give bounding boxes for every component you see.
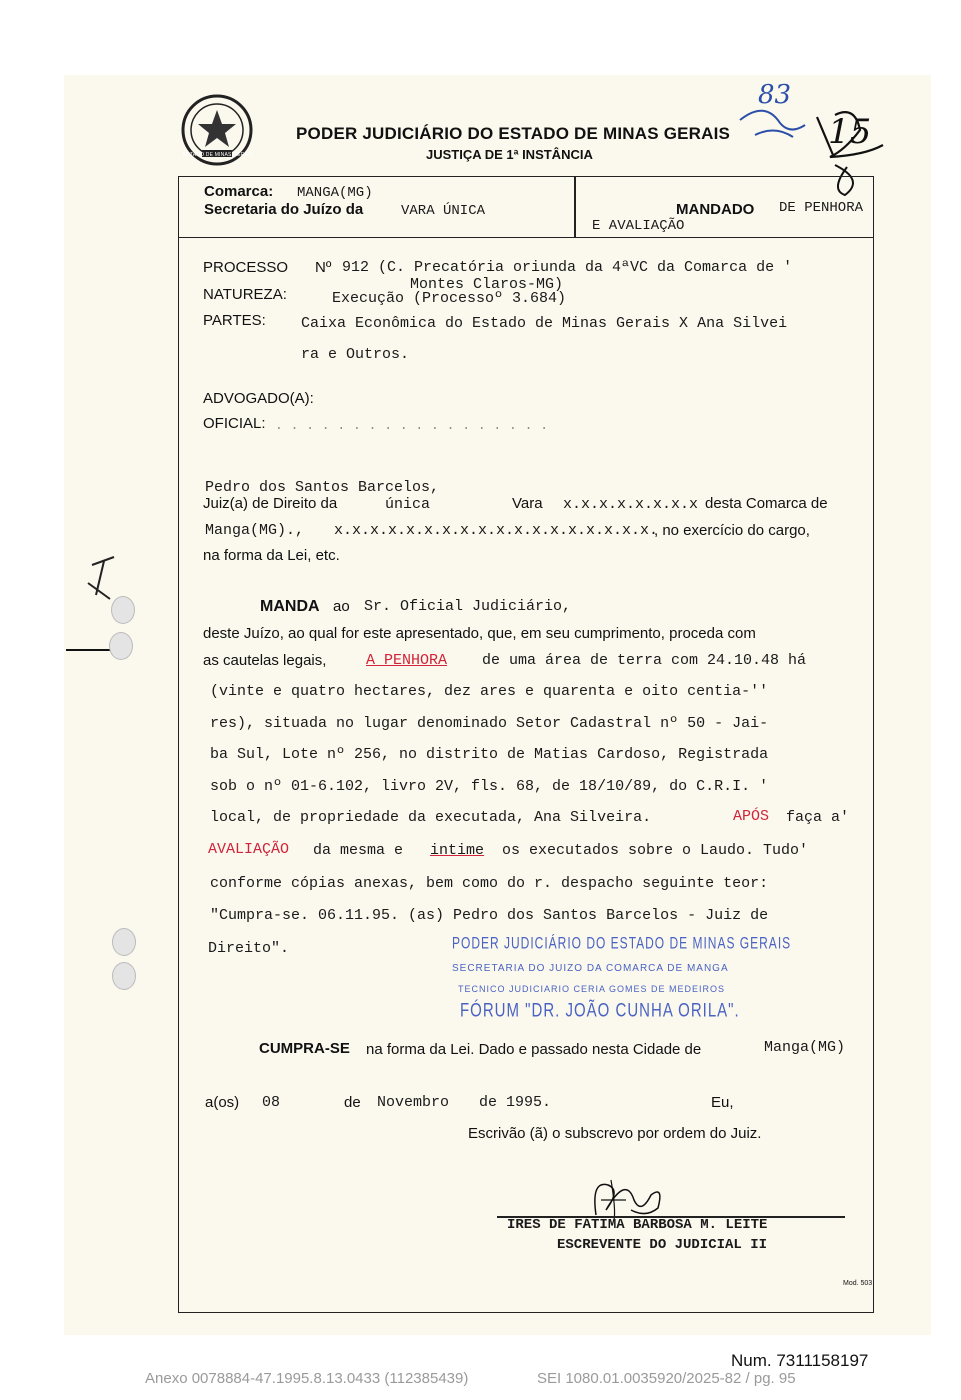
processo-label: PROCESSO bbox=[203, 259, 289, 276]
secretaria-value: VARA ÚNICA bbox=[401, 203, 486, 219]
apos-text: APÓS bbox=[733, 808, 770, 825]
body-line-4: ba Sul, Lote nº 256, no distrito de Matias Cardoso, Registrada bbox=[210, 746, 769, 763]
vara-fill: x.x.x.x.x.x.x.x bbox=[563, 496, 699, 513]
body-line-7b: os executados sobre o Laudo. Tudo' bbox=[502, 842, 809, 859]
body-line-2: (vinte e quatro hectares, dez ares e quarenta e oito centia-'' bbox=[210, 683, 769, 700]
oficial-judiciario: Sr. Oficial Judiciário, bbox=[364, 598, 572, 615]
body-line-9: "Cumpra-se. 06.11.95. (as) Pedro dos Santos Barcelos - Juiz de bbox=[210, 907, 769, 924]
signer-title: ESCREVENTE DO JUDICIAL II bbox=[557, 1237, 768, 1253]
comarca-fill: x.x.x.x.x.x.x.x.x.x.x.x.x.x.x.x.x.x. bbox=[334, 522, 659, 539]
month-value: Novembro bbox=[377, 1094, 450, 1111]
footer-anexo: Anexo 0078884-47.1995.8.13.0433 (112385439) bbox=[145, 1370, 469, 1387]
year-value: de 1995. bbox=[479, 1094, 552, 1111]
partes-value-1: Caixa Econômica do Estado de Minas Gerais X Ana Silvei bbox=[301, 315, 788, 332]
comarca-label: Comarca: bbox=[204, 183, 274, 200]
mandado-value-2: E AVALIAÇÃO bbox=[592, 218, 685, 234]
body-line-7a: da mesma e bbox=[313, 842, 404, 859]
handwritten-page-number: 83 bbox=[758, 80, 792, 110]
partes-value-2: ra e Outros. bbox=[301, 346, 410, 363]
processo-no-label: Nº bbox=[315, 259, 332, 276]
eu-label: Eu, bbox=[711, 1094, 734, 1111]
header-subtitle: JUSTIÇA DE 1ª INSTÂNCIA bbox=[426, 147, 593, 162]
forma-lei-label: na forma da Lei, etc. bbox=[203, 547, 340, 564]
city-value: Manga(MG) bbox=[764, 1039, 846, 1056]
penhora-text: A PENHORA bbox=[366, 652, 448, 669]
secretaria-label: Secretaria do Juízo da bbox=[204, 201, 364, 218]
mandado-value-1: DE PENHORA bbox=[779, 200, 864, 216]
stamp-line-4: FÓRUM "DR. JOÃO CUNHA ORILA". bbox=[460, 999, 740, 1022]
comarca-value: MANGA(MG) bbox=[297, 185, 373, 201]
oficial-label: OFICIAL: bbox=[203, 415, 266, 432]
punch-hole-1 bbox=[111, 596, 135, 624]
document-number: Num. 7311158197 bbox=[731, 1351, 869, 1370]
cumpra-label: CUMPRA-SE bbox=[259, 1040, 350, 1057]
manda-ao: ao bbox=[333, 598, 350, 615]
exercicio-label: , no exercício do cargo, bbox=[654, 522, 810, 539]
vara-label: Vara bbox=[512, 495, 543, 512]
escrivao-text: Escrivão (ã) o subscrevo por ordem do Juiz. bbox=[468, 1125, 762, 1142]
emblem-text: ESTADO DE MINAS GERAIS bbox=[182, 152, 254, 158]
handwritten-initials: 15 bbox=[828, 112, 872, 152]
footer-sei: SEI 1080.01.0035920/2025-82 / pg. 95 bbox=[537, 1370, 796, 1387]
natureza-label: NATUREZA: bbox=[203, 286, 287, 303]
intime-text: intime bbox=[430, 842, 485, 859]
de-label: de bbox=[344, 1094, 361, 1111]
vara-type: única bbox=[385, 496, 431, 513]
punch-hole-4 bbox=[112, 962, 136, 990]
processo-value-2: Montes Claros-MG) bbox=[410, 276, 564, 293]
header-title: PODER JUDICIÁRIO DO ESTADO DE MINAS GERAIS bbox=[296, 124, 731, 143]
aos-label: a(os) bbox=[205, 1094, 240, 1111]
juiz-label: Juiz(a) de Direito da bbox=[203, 495, 338, 512]
deste-juizo-text: deste Juízo, ao qual for este apresentado, que, em seu cumprimento, proceda com bbox=[203, 625, 756, 642]
cautelas-text: as cautelas legais, bbox=[203, 652, 327, 669]
body-line-1: de uma área de terra com 24.10.48 há bbox=[482, 652, 807, 669]
punch-hole-2 bbox=[109, 632, 133, 660]
partes-label: PARTES: bbox=[203, 312, 266, 329]
oficial-dots: . . . . . . . . . . . . . . . . . . bbox=[275, 418, 549, 433]
body-line-6b: faça a' bbox=[786, 809, 850, 826]
stamp-line-1: PODER JUDICIÁRIO DO ESTADO DE MINAS GERAIS bbox=[452, 933, 792, 953]
avaliacao-text: AVALIAÇÃO bbox=[208, 841, 290, 858]
body-line-8: conforme cópias anexas, bem como do r. despacho seguinte teor: bbox=[210, 875, 769, 892]
mandado-label: MANDADO bbox=[676, 201, 755, 218]
advogado-label: ADVOGADO(A): bbox=[203, 390, 314, 407]
stamp-line-3: TECNICO JUDICIARIO CERIA GOMES DE MEDEIROS bbox=[458, 984, 726, 994]
day-value: 08 bbox=[262, 1094, 281, 1111]
coat-of-arms-emblem bbox=[176, 92, 258, 170]
body-line-3: res), situada no lugar denominado Setor Cadastral nº 50 - Jai- bbox=[210, 715, 769, 732]
body-line-10: Direito". bbox=[208, 940, 290, 957]
stamp-line-2: SECRETARIA DO JUIZO DA COMARCA DE MANGA bbox=[452, 963, 729, 974]
mod-number: Mod. 503 bbox=[843, 1280, 873, 1287]
judge-name: Pedro dos Santos Barcelos, bbox=[205, 479, 440, 496]
cumpra-text: na forma da Lei. Dado e passado nesta Cidade de bbox=[366, 1041, 702, 1058]
body-line-5: sob o nº 01-6.102, livro 2V, fls. 68, de 18/10/89, do C.R.I. ' bbox=[210, 778, 769, 795]
header-box-divider bbox=[574, 177, 576, 237]
desta-comarca-label: desta Comarca de bbox=[705, 495, 828, 512]
punch-hole-3 bbox=[112, 928, 136, 956]
natureza-value: Execução (Processoº 3.684) bbox=[332, 290, 567, 307]
processo-value: 912 (C. Precatória oriunda da 4ªVC da Comarca de ' bbox=[342, 259, 793, 276]
manda-label: MANDA bbox=[260, 598, 320, 615]
signer-name: IRES DE FÁTIMA BARBOSA M. LEITE bbox=[507, 1217, 768, 1233]
body-line-6a: local, de propriedade da executada, Ana Silveira. bbox=[210, 809, 652, 826]
comarca-name: Manga(MG)., bbox=[205, 522, 305, 539]
